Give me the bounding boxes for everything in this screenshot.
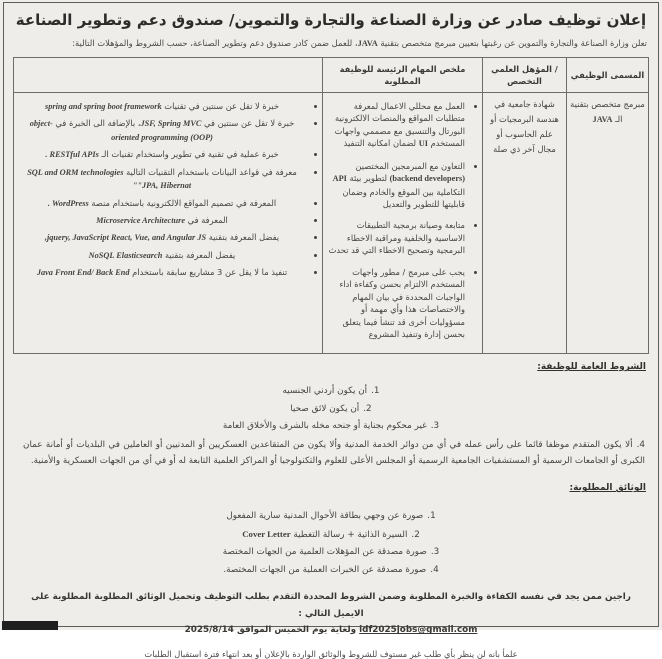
requirement-item: • خبرة لا تقل عن سنتين في تقنيات spring and spring boot framework xyxy=(19,100,305,113)
required-documents-list xyxy=(13,509,649,578)
disclaimer-note: علمأ بانه لن ينظر بأي طلب غير مستوف للشروط والوثائق الواردة بالإعلان أو بعد انتهاء فترة استقبال الطلبات xyxy=(144,649,518,659)
job-details-table xyxy=(13,57,649,354)
condition-item xyxy=(23,437,645,470)
document-number: 3. xyxy=(430,547,440,558)
condition-number: 2. xyxy=(363,403,372,414)
column-header-tasks: ملخص المهام الرئيسة للوظيفة المطلوبة xyxy=(323,57,483,92)
application-email-link[interactable]: idf2025jobs@gmail.com xyxy=(359,625,478,636)
scan-artifact-patch xyxy=(2,621,58,630)
document-number: 2. xyxy=(411,529,420,540)
requirement-item: • تنفيذ ما لا يقل عن 3 مشاريع سابقة باستخدام Java Front End/ Back End xyxy=(19,266,305,279)
requirement-item: • المعرفة في Microservice Architecture xyxy=(19,214,305,227)
condition-item xyxy=(13,402,649,417)
document-number: 1. xyxy=(427,511,436,522)
task-item: • العمل مع محللي الاعمال لمعرفة متطلبات المواقع والمنصات الالكترونية البورتال والتنسيق مع مصممي واجهات المستخدم UI لضمان امكانية التنفيذ xyxy=(328,100,465,151)
condition-number: 1. xyxy=(371,386,380,397)
general-conditions-list xyxy=(13,384,649,469)
task-item: • التعاون مع المبرمجين المختصين (backend developers) لتطوير بيئة API التكاملية بين الموقع والخادم وضمان قابليتها للتطوير والتعديل xyxy=(328,160,465,211)
document-text: السيرة الذاتية + رسالة التغطية Cover Letter xyxy=(242,528,408,540)
requirement-item: • يفضل المعرفة بتقنية jquery, JavaScript React, Vue, and Angular JS, xyxy=(19,231,305,244)
requirement-item: • معرفة في قواعد البيانات باستخدام التقنيات التالية SQL and ORM technologies "JPA, Hibernat" xyxy=(19,166,305,193)
tasks-list xyxy=(326,100,479,340)
requirements-list xyxy=(17,100,319,280)
application-instructions xyxy=(15,589,647,639)
required-documents-heading: الوثائق المطلوبة: xyxy=(569,483,646,494)
qualification-header-line1: / المؤهل العلمي xyxy=(491,63,558,74)
document-text: صورة مصدقة عن الخبرات العملية من الجهات المختصة. xyxy=(223,564,427,575)
document-item xyxy=(13,563,649,578)
document-item xyxy=(13,545,649,560)
document-text: صورة عن وجهي بطاقة الأحوال المدنية سارية المفعول xyxy=(226,511,424,522)
qualification-header-line2: التخصص xyxy=(507,75,542,86)
condition-text: غير محكوم بجناية أو جنحه مخله بالشرف والأخلاق العامة xyxy=(222,421,427,432)
requirement-item: • يفضل المعرفة بتقنية NoSQL Elasticsearch xyxy=(19,249,305,262)
document-text: صورة مصدقة عن المؤهلات العلمية من الجهات المختصة xyxy=(222,547,427,558)
general-conditions-heading: الشروط العامة للوظيفة: xyxy=(537,362,646,373)
condition-text: أن يكون أردني الجنسيه xyxy=(282,386,368,397)
condition-text: ألا يكون المتقدم موظفا قائما على رأس عمله في أي من دوائر الخدمة المدنية وألا يكون من المتقاعدين العسكريين أو المدنيين أو العاملين في البلديات أو أمانة عمان الكبرى أو الجامعات الرسمية أو المستشفيات الجامعية الرسمية أو المجلس الأعلى للعلوم والتكنولوجيا أو المراكز العلمية التابعة له أو في أي من الجهات العسكرية والأمنية. xyxy=(23,439,645,467)
intro-paragraph: تعلن وزارة الصناعة والتجارة والتموين عن رغبتها بتعيين مبرمج متخصص بتقنية JAVA، للعمل ضمن كادر صندوق دعم وتطوير الصناعة، حسب الشروط والمؤهلات التالية: xyxy=(72,38,647,48)
requirements-cell xyxy=(14,92,323,353)
task-item: • يجب على مبرمج / مطور واجهات المستخدم الالتزام بحسن وكفاءة اداء الواجبات المحددة في بيان المهام والاختصاصات هذا وأي مهمة أو مسؤوليات أخرى قد تنشأ فيما يتعلق بحسن إدارة وتنفيذ المشروع xyxy=(328,266,465,341)
table-header-row xyxy=(14,57,649,92)
tasks-cell xyxy=(323,92,483,353)
condition-item xyxy=(13,419,649,434)
condition-item xyxy=(13,384,649,399)
condition-number: 4. xyxy=(636,439,645,450)
page-title: إعلان توظيف صادر عن وزارة الصناعة والتجارة والتموين/ صندوق دعم وتطوير الصناعة xyxy=(15,11,647,29)
document-item xyxy=(13,509,649,524)
column-header-job-title: المسمى الوظيفي xyxy=(567,57,649,92)
document-number: 4. xyxy=(430,564,439,575)
task-item: • متابعة وصيانة برمجية التطبيقات الاساسية والخلفية ومراقبة الاخطاء البرمجية وتصحيح الاخطاء التي قد تحدث xyxy=(328,219,465,256)
condition-text: أن يكون لائق صحيا xyxy=(290,403,360,414)
document-item xyxy=(13,527,649,543)
column-header-qualification xyxy=(483,57,567,92)
deadline-text: ولغاية يوم الخميس الموافق 2025/8/14 xyxy=(184,625,357,636)
document-sheet xyxy=(3,2,659,659)
column-header-requirements xyxy=(14,57,323,92)
requirement-item: • المعرفة في تصميم المواقع الالكترونية باستخدام منصة WordPress . xyxy=(19,197,305,210)
qualification-cell: شهادة جامعية في هندسة البرمجيات أو علم الحاسوب أو مجال آخر ذي صلة xyxy=(483,92,567,353)
condition-number: 3. xyxy=(430,421,440,432)
table-row xyxy=(14,92,649,353)
requirement-item: • خبرة عملية في تقنية في تطوير واستخدام تقنيات الـ RESTful APIs . xyxy=(19,148,305,161)
job-title-cell: مبرمج متخصص بتقنية الـ JAVA xyxy=(567,92,649,353)
requirement-item: • خبرة لا تقل عن سنتين في JSF, Spring MVC، بالإضافة الى الخبرة في object-oriented programming (OOP) xyxy=(19,117,305,144)
apply-line: راجين ممن يجد في نفسه الكفاءة والخبرة المطلوبة وضمن الشروط المحددة التقدم بطلب التوظيف وتحميل الوثائق المطلوبة المطلوبة على الايميل التالي : xyxy=(31,592,631,619)
